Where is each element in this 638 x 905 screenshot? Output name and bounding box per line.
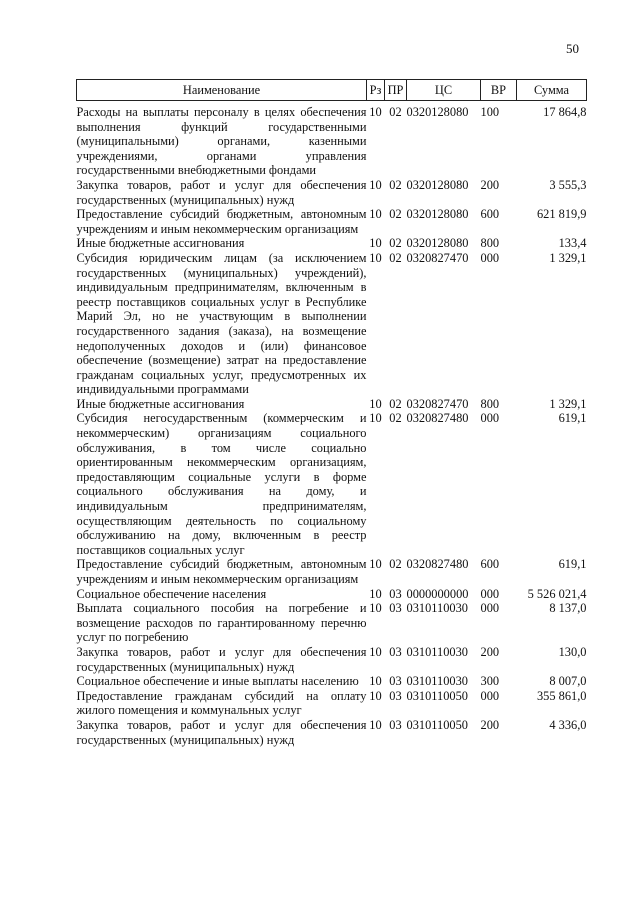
row-vr: 100 xyxy=(480,105,500,119)
row-cs: 0000000000 xyxy=(406,586,469,601)
table-row xyxy=(77,207,587,236)
row-name: Субсидия юридическим лицам (за исключением государственных (муниципальных) учреждений), индивидуальным предпринимателям, включенным в реестр поставщиков социальных услуг в Республике Марий Эл, но не участвующим в выполнении государственного задания (заказа), на возмещение недополученных доходов и (или) финансовое обеспечение (возмещение) затрат на предоставление гражданам социальных услуг, предусмотренных их индивидуальными программами xyxy=(76,250,367,397)
table-row xyxy=(77,397,587,412)
row-vr: 000 xyxy=(480,411,500,426)
row-sum: 8 137,0 xyxy=(549,601,587,616)
header-rz: Рз xyxy=(367,80,385,101)
row-rz: 10 xyxy=(369,601,382,616)
row-name: Закупка товаров, работ и услуг для обеспечения государственных (муниципальных) нужд xyxy=(76,644,367,674)
row-cs: 0310110030 xyxy=(406,674,468,689)
row-pr: 03 xyxy=(389,601,402,616)
row-name: Выплата социального пособия на погребение и возмещение расходов по гарантированному перечню услуг по погребению xyxy=(76,601,367,645)
row-rz: 10 xyxy=(369,105,382,119)
row-sum: 5 526 021,4 xyxy=(527,586,587,601)
header-sum: Сумма xyxy=(517,80,587,101)
table-row xyxy=(77,601,587,645)
row-vr: 000 xyxy=(480,601,500,616)
table-row xyxy=(77,105,587,178)
table-row xyxy=(77,178,587,207)
row-pr: 03 xyxy=(389,674,402,689)
row-vr: 300 xyxy=(480,674,500,689)
table-row xyxy=(77,557,587,586)
row-rz: 10 xyxy=(369,717,382,732)
table-header-row xyxy=(77,80,587,101)
row-rz: 10 xyxy=(369,207,382,222)
row-vr: 200 xyxy=(480,177,500,192)
row-pr: 02 xyxy=(389,396,402,411)
row-vr: 600 xyxy=(480,207,500,222)
row-name: Иные бюджетные ассигнования xyxy=(76,236,245,251)
row-rz: 10 xyxy=(369,557,382,572)
row-pr: 03 xyxy=(389,644,402,659)
row-name: Закупка товаров, работ и услуг для обеспечения государственных (муниципальных) нужд xyxy=(76,717,367,747)
row-vr: 200 xyxy=(480,717,500,732)
table-row xyxy=(77,411,587,557)
row-pr: 03 xyxy=(389,586,402,601)
row-cs: 0320128080 xyxy=(406,177,469,192)
row-pr: 03 xyxy=(389,688,402,703)
budget-table xyxy=(76,79,587,747)
row-rz: 10 xyxy=(369,236,382,251)
row-pr: 02 xyxy=(389,207,402,222)
header-cs: ЦС xyxy=(407,80,481,101)
table-row xyxy=(77,689,587,718)
row-sum: 17 864,8 xyxy=(543,105,587,119)
row-pr: 03 xyxy=(389,717,402,732)
header-vr: ВР xyxy=(481,80,517,101)
page-number: 50 xyxy=(566,41,579,56)
row-sum: 355 861,0 xyxy=(536,688,587,703)
row-name: Иные бюджетные ассигнования xyxy=(76,396,245,411)
row-cs: 0310110050 xyxy=(406,717,468,732)
row-vr: 800 xyxy=(480,236,500,251)
row-vr: 600 xyxy=(480,557,500,572)
row-vr: 800 xyxy=(480,396,500,411)
row-name: Предоставление гражданам субсидий на оплату жилого помещения и коммунальных услуг xyxy=(76,688,367,718)
row-rz: 10 xyxy=(369,177,382,192)
row-rz: 10 xyxy=(369,688,382,703)
row-vr: 200 xyxy=(480,644,500,659)
row-vr: 000 xyxy=(480,688,500,703)
row-rz: 10 xyxy=(369,644,382,659)
row-sum: 1 329,1 xyxy=(549,396,587,411)
header-name: Наименование xyxy=(77,80,367,101)
row-cs: 0310110050 xyxy=(406,688,468,703)
row-cs: 0320128080 xyxy=(406,236,469,251)
row-name: Субсидия негосударственным (коммерческим и некоммерческим) организациям социального обслуживания, в том числе социально ориентированным некоммерческим организациям, предоставляющим социальные услуги в форме социального обслуживания на дому, и индивидуальным предпринимателям, осуществляющим деятельность по социальному обслуживанию на дому, включенным в реестр поставщиков социальных услуг xyxy=(76,411,367,557)
row-rz: 10 xyxy=(369,411,382,426)
row-name: Закупка товаров, работ и услуг для обеспечения государственных (муниципальных) нужд xyxy=(76,177,367,207)
row-sum: 130,0 xyxy=(558,644,587,659)
row-cs: 0310110030 xyxy=(406,601,468,616)
row-pr: 02 xyxy=(389,236,402,251)
row-sum: 619,1 xyxy=(558,557,587,572)
table-row xyxy=(77,587,587,602)
row-sum: 3 555,3 xyxy=(549,177,587,192)
row-name: Предоставление субсидий бюджетным, автономным учреждениям и иным некоммерческим организациям xyxy=(76,557,367,586)
row-cs: 0320827470 xyxy=(406,250,469,265)
row-pr: 02 xyxy=(389,105,402,119)
row-cs: 0320128080 xyxy=(406,207,469,222)
row-name: Социальное обеспечение и иные выплаты населению xyxy=(76,674,359,689)
row-sum: 8 007,0 xyxy=(549,674,587,689)
row-sum: 133,4 xyxy=(558,236,587,251)
row-name: Расходы на выплаты персоналу в целях обеспечения выполнения функций государственными (муниципальными) органами, казенными учреждениями, органами управления государственными внебюджетными фондами xyxy=(76,105,367,178)
row-pr: 02 xyxy=(389,411,402,426)
table-row xyxy=(77,674,587,689)
row-cs: 0320827480 xyxy=(406,557,469,572)
row-sum: 621 819,9 xyxy=(536,207,587,222)
row-rz: 10 xyxy=(369,250,382,265)
row-rz: 10 xyxy=(369,396,382,411)
row-name: Социальное обеспечение населения xyxy=(76,586,267,601)
row-name: Предоставление субсидий бюджетным, автономным учреждениям и иным некоммерческим организациям xyxy=(76,207,367,236)
table-row xyxy=(77,718,587,747)
row-cs: 0310110030 xyxy=(406,644,468,659)
row-rz: 10 xyxy=(369,586,382,601)
row-cs: 0320827480 xyxy=(406,411,469,426)
row-sum: 1 329,1 xyxy=(549,250,587,265)
row-cs: 0320128080 xyxy=(406,105,469,119)
table-row xyxy=(77,251,587,397)
row-pr: 02 xyxy=(389,557,402,572)
row-pr: 02 xyxy=(389,177,402,192)
table-row xyxy=(77,645,587,674)
row-sum: 619,1 xyxy=(558,411,587,426)
row-rz: 10 xyxy=(369,674,382,689)
row-cs: 0320827470 xyxy=(406,396,469,411)
row-vr: 000 xyxy=(480,250,500,265)
header-pr: ПР xyxy=(385,80,407,101)
row-sum: 4 336,0 xyxy=(549,717,587,732)
table-row xyxy=(77,236,587,251)
row-vr: 000 xyxy=(480,586,500,601)
row-pr: 02 xyxy=(389,250,402,265)
